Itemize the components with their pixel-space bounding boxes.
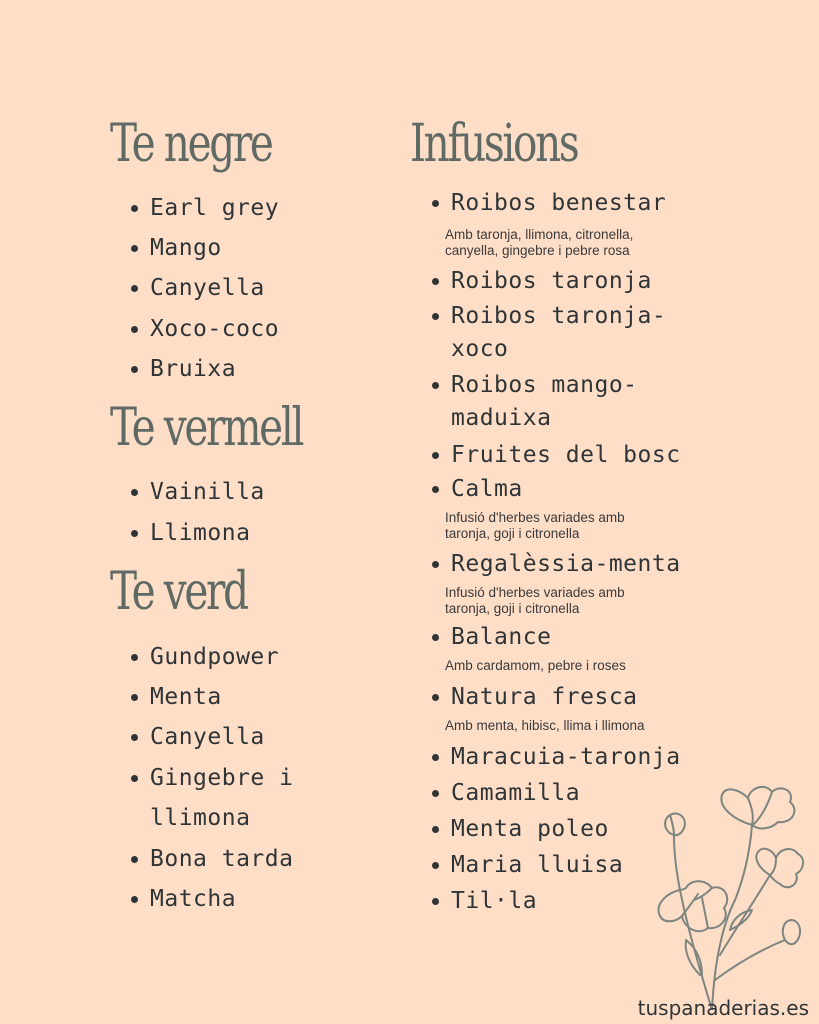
list-item: Xoco-coco [150, 313, 279, 346]
heading-te-verd: Te verd [110, 562, 247, 622]
list-item: Earl grey [150, 192, 279, 225]
list-item: Til·la [451, 885, 537, 918]
flower-illustration-icon [640, 780, 815, 1010]
list-item: Mango [150, 232, 222, 265]
list-item: Balance [451, 621, 551, 654]
list-item: Fruites del bosc [451, 439, 681, 472]
item-note: taronja, goji i citronella [445, 526, 580, 541]
heading-infusions: Infusions [410, 114, 578, 174]
list-item: Bruixa [150, 353, 236, 386]
item-note: Infusió d'herbes variades amb [445, 585, 625, 600]
list-item: Maria lluisa [451, 849, 623, 882]
item-note: canyella, gingebre i pebre rosa [445, 243, 630, 258]
list-item-continuation: xoco [451, 336, 509, 362]
list-item: Camamilla [451, 777, 580, 810]
list-item-continuation: llimona [150, 805, 251, 831]
list-item: Menta poleo [451, 813, 609, 846]
list-item: Gundpower [150, 641, 279, 674]
item-note: Infusió d'herbes variades amb [445, 510, 625, 525]
list-item: Vainilla [150, 476, 265, 509]
list-item: Canyella [150, 272, 265, 305]
heading-te-negre: Te negre [110, 114, 272, 174]
list-item: Bona tarda [150, 843, 293, 876]
list-item: Menta [150, 681, 222, 714]
list-item: Canyella [150, 721, 265, 754]
list-item: Gingebre i [150, 762, 293, 795]
list-item: Maracuia-taronja [451, 741, 681, 774]
item-note: taronja, goji i citronella [445, 601, 580, 616]
heading-te-vermell: Te vermell [110, 398, 303, 458]
list-item: Calma [451, 473, 523, 506]
list-item: Regalèssia-menta [451, 548, 681, 581]
list-item: Matcha [150, 883, 236, 916]
watermark: tuspanaderias.es [637, 996, 809, 1020]
list-item: Roibos benestar [451, 187, 666, 220]
list-item: Roibos taronja [451, 265, 652, 298]
item-note: Amb taronja, llimona, citronella, [445, 227, 634, 242]
list-item: Natura fresca [451, 681, 638, 714]
item-note: Amb cardamom, pebre i roses [445, 658, 626, 673]
list-item: Roibos mango- [451, 369, 638, 402]
list-item-continuation: maduixa [451, 405, 552, 431]
list-item: Roibos taronja- [451, 300, 666, 333]
list-item: Llimona [150, 517, 250, 550]
item-note: Amb menta, hibisc, llima i llimona [445, 718, 645, 733]
